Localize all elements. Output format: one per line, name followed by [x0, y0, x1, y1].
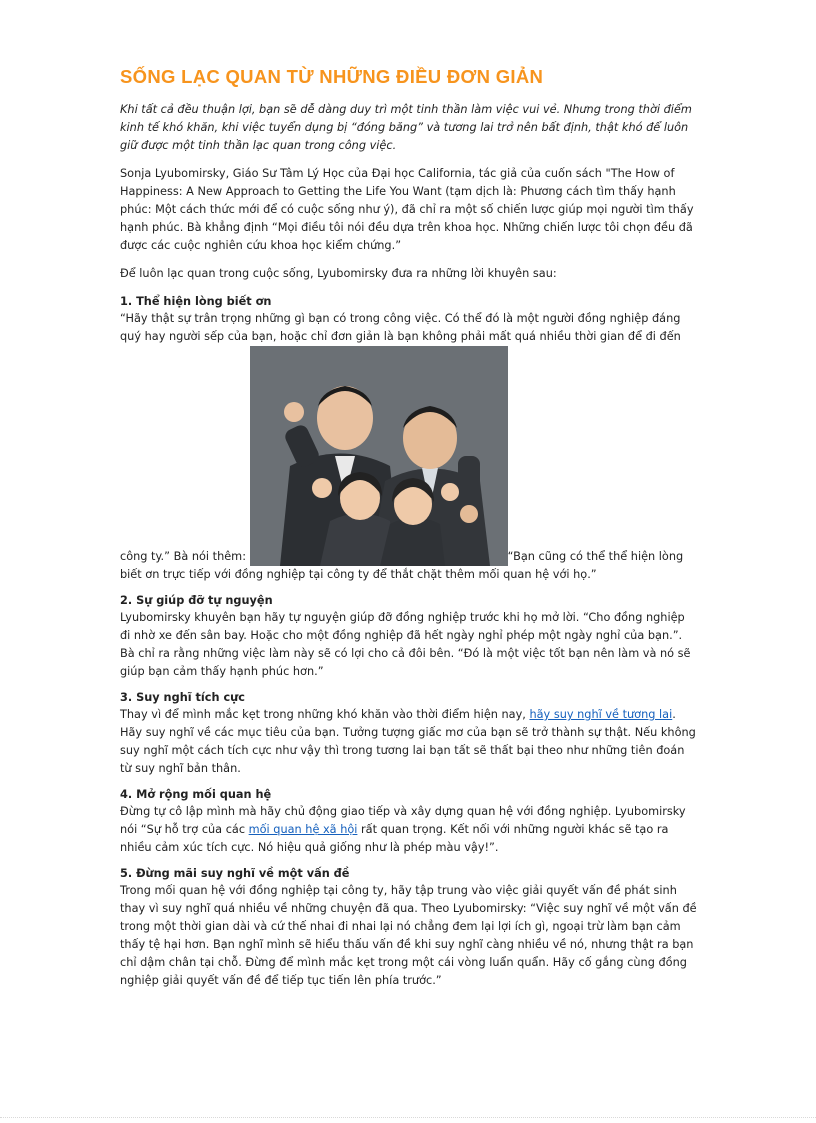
section-title: 5. Đừng mãi suy nghĩ về một vấn đề [120, 867, 350, 880]
section-body [120, 310, 698, 584]
article-title: SỐNG LẠC QUAN TỪ NHỮNG ĐIỀU ĐƠN GIẢN [120, 66, 544, 87]
section-title: 3. Suy nghĩ tích cực [120, 691, 245, 704]
section-title: 2. Sự giúp đỡ tự nguyện [120, 594, 273, 607]
section-relationships [120, 786, 698, 857]
article [120, 66, 698, 998]
social-relationships-link[interactable]: mối quan hệ xã hội [248, 823, 358, 836]
section-text: . Hãy suy nghĩ về các mục tiêu của bạn. Tưởng tượng giấc mơ của bạn sẽ trở thành sự thật. Nếu không suy nghĩ một cách tích cực như vậy thì trong tương lai bạn tất sẽ thất bại theo như những tiên đoán từ suy nghĩ bản thân. [120, 708, 696, 775]
section-body [120, 803, 698, 857]
paragraph-intro-author: Sonja Lyubomirsky, Giáo Sư Tâm Lý Học của Đại học California, tác giả của cuốn sách "The How of Happiness: A New Approach to Getting the Life You Want (tạm dịch là: Phương cách tìm thấy hạnh phúc: Một cách thức mới để có cuộc sống như ý), đã chỉ ra một số chiến lược giúp mọi người tìm thấy hạnh phúc. Bà khẳng định “Mọi điều tôi nói đều dựa trên khoa học. Những chiến lược tôi chọn đều đã được các cuộc nghiên cứu khoa học kiểm chứng.” [120, 167, 694, 252]
section-body: Trong mối quan hệ với đồng nghiệp tại công ty, hãy tập trung vào việc giải quyết vấn đề phát sinh thay vì suy nghĩ quá nhiều về những chuyện đã qua. Theo Lyubomirsky: “Việc suy nghĩ về một vấn đề trong một thời gian dài và cứ thế nhai đi nhai lại nó chẳng đem lại lợi ích gì, ngoại trừ làm bạn cảm thấy tệ hại hơn. Bạn nghĩ mình sẽ hiểu thấu vấn đề khi suy nghĩ càng nhiều về nó, nhưng thật ra bạn chỉ dậm chân tại chỗ. Đừng để mình mắc kẹt trong một cái vòng luẩn quẩn. Hãy cố gắng cùng đồng nghiệp giải quyết vấn đề để tiếp tục tiến lên phía trước.” [120, 884, 697, 987]
section-body: Lyubomirsky khuyên bạn hãy tự nguyện giúp đỡ đồng nghiệp trước khi họ mở lời. “Cho đồng nghiệp đi nhờ xe đến sân bay. Hoặc cho một đồng nghiệp đã hết ngày nghỉ phép một ngày nghỉ của bạn.”. Bà chỉ ra rằng những việc làm này sẽ có lợi cho cả đôi bên. “Đó là một việc tốt bạn nên làm và nó sẽ giúp bạn cảm thấy hạnh phúc hơn.” [120, 611, 691, 678]
photo-illustration [250, 346, 508, 566]
section-text: “Bạn cũng có thể thể hiện lòng biết ơn trực tiếp với đồng nghiệp tại công ty để thắt chặt thêm mối quan hệ với họ.” [120, 550, 684, 581]
section-title: 1. Thể hiện lòng biết ơn [120, 295, 272, 308]
section-text: “Hãy thật sự trân trọng những gì bạn có trong công việc. Có thể đó là một người đồng nghiệp đáng quý hay người sếp của bạn, hoặc chỉ đơn giản là bạn không phải mất quá nhiều thời gian để đi đến công ty.” Bà nói thêm: [120, 312, 681, 563]
section-volunteer-help [120, 592, 698, 681]
section-dont-dwell [120, 865, 698, 990]
section-body [120, 706, 698, 778]
article-intro: Khi tất cả đều thuận lợi, bạn sẽ dễ dàng duy trì một tinh thần làm việc vui vẻ. Nhưng trong thời điểm kinh tế khó khăn, khi việc tuyển dụng bị “đóng băng” và tương lai trở nên bất định, thật khó để luôn giữ được một tinh thần lạc quan trong công việc. [120, 103, 692, 152]
paragraph-advice-lead: Để luôn lạc quan trong cuộc sống, Lyubomirsky đưa ra những lời khuyên sau: [120, 267, 557, 280]
section-text: Đừng tự cô lập mình mà hãy chủ động giao tiếp và xây dựng quan hệ với đồng nghiệp. Lyubomirsky nói “Sự hỗ trợ của các [120, 805, 686, 836]
section-title: 4. Mở rộng mối quan hệ [120, 788, 272, 801]
section-text: rất quan trọng. Kết nối với những người khác sẽ tạo ra nhiều cảm xúc tích cực. Nó hiệu quả giống như là phép màu vậy!”. [120, 823, 669, 854]
section-gratitude [120, 293, 698, 584]
section-text: Thay vì để mình mắc kẹt trong những khó khăn vào thời điểm hiện nay, [120, 708, 530, 721]
team-celebration-photo [250, 346, 508, 566]
future-thinking-link[interactable]: hãy suy nghĩ về tương lai [529, 708, 673, 721]
section-positive-thinking [120, 689, 698, 778]
page-bottom-divider [0, 1117, 816, 1118]
